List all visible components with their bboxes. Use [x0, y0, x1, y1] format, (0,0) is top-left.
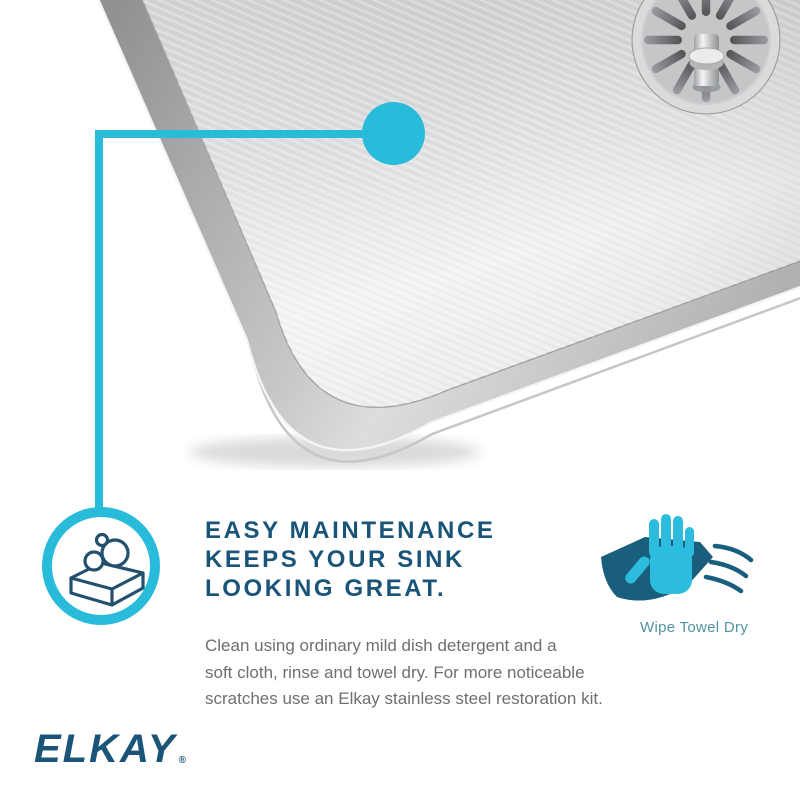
soap-bar-icon	[61, 526, 157, 622]
wipe-towel-icon	[588, 500, 766, 618]
headline-line-1: EASY MAINTENANCE	[205, 517, 496, 544]
body-copy	[205, 633, 603, 713]
elkay-logo-text: ELKAY	[34, 727, 177, 771]
headline	[205, 516, 496, 603]
callout-line-horizontal	[95, 130, 373, 138]
callout-line-vertical	[95, 130, 103, 511]
body-line-2: soft cloth, rinse and towel dry. For more noticeable	[205, 662, 585, 682]
headline-line-2: KEEPS YOUR SINK	[205, 546, 465, 573]
body-line-1: Clean using ordinary mild dish detergent and a	[205, 636, 557, 655]
soap-icon-circle	[42, 507, 160, 625]
registered-mark: ®	[178, 755, 186, 766]
headline-line-3: LOOKING GREAT.	[205, 575, 447, 602]
body-line-3: scratches use an Elkay stainless steel restoration kit.	[205, 689, 603, 708]
hand-wiping-towel-icon	[588, 500, 766, 618]
motion-lines-icon	[706, 546, 751, 591]
wipe-towel-label: Wipe Towel Dry	[640, 619, 749, 636]
elkay-logo	[34, 729, 186, 781]
